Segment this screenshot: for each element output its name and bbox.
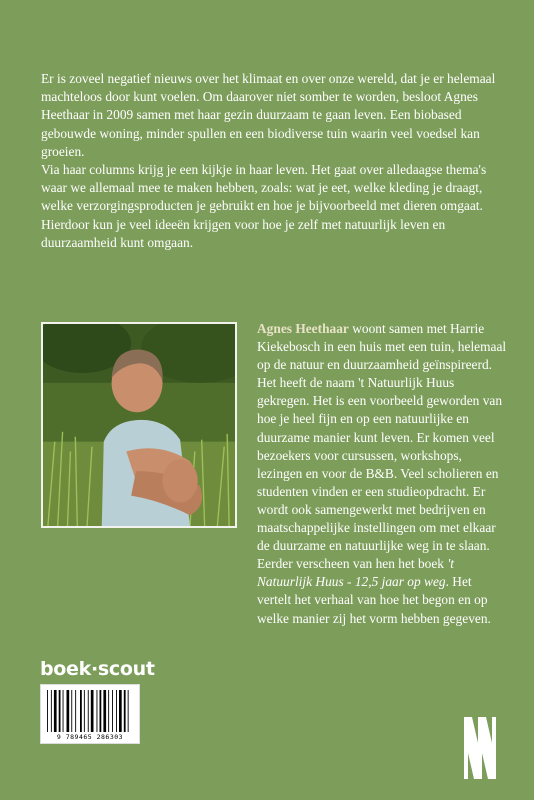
logo-separator: · (90, 658, 98, 680)
author-photo (41, 322, 237, 528)
bio-text-2: . Het vertelt het verhaal van hoe het begon en op welke manier zij het vorm hebben gegeven. (257, 574, 491, 626)
logo-part-1: boek (40, 658, 91, 680)
logo-part-2: scout (97, 658, 155, 680)
blurb-paragraph-1: Er is zoveel negatief nieuws over het klimaat en over onze wereld, dat je er helemaal machteloos door kunt voelen. Om daarover niet somber te worden, besloot Agnes Heethaar in 2009 samen met haar gezin duurzaam te gaan leven. Een biobased gebouwde woning, minder spullen en een biodiverse tuin waarin veel voedsel kan groeien. (41, 71, 496, 159)
back-cover-blurb (41, 70, 501, 252)
author-bio (257, 320, 507, 628)
blurb-paragraph-2: Via haar columns krijg je een kijkje in haar leven. Het gaat over alledaagse thema's waar we allemaal mee te maken hebben, zoals: wat je eet, welke kleding je draagt, welke verzorgingsproducten je gebruikt en hoe je bijvoorbeeld met dieren omgaat. Hierdoor kun je veel ideeën krijgen voor hoe je zelf met natuurlijk leven en duurzaamheid kunt omgaan. (41, 162, 487, 250)
isbn-number: 9 789465 286303 (56, 733, 124, 741)
publisher-logo (40, 658, 155, 680)
isbn-barcode (40, 684, 140, 744)
publisher-mark-icon (462, 713, 498, 779)
bio-text-1: woont samen met Harrie Kiekebosch in een huis met een tuin, helemaal op de natuur en duurzaamheid geïnspireerd. Het heeft de naam 't Natuurlijk Huus gekregen. Het is een voorbeeld geworden van hoe je heel fijn en op een natuurlijke en duurzame manier kunt leven. Er komen veel bezoekers voor cursussen, workshops, lezingen en voor de B&B. Veel scholieren en studenten vinden er een studieopdracht. Er wordt ook samengewerkt met bedrijven en maatschappelijke instellingen om met elkaar de duurzame en natuurlijke weg in te slaan. Eerder verscheen van hen het boek (257, 321, 507, 572)
earlier-book-title: 't Natuurlijk Huus - 12,5 jaar op weg (257, 556, 454, 590)
author-name: Agnes Heethaar (257, 321, 349, 336)
barcode-bars (41, 685, 139, 735)
